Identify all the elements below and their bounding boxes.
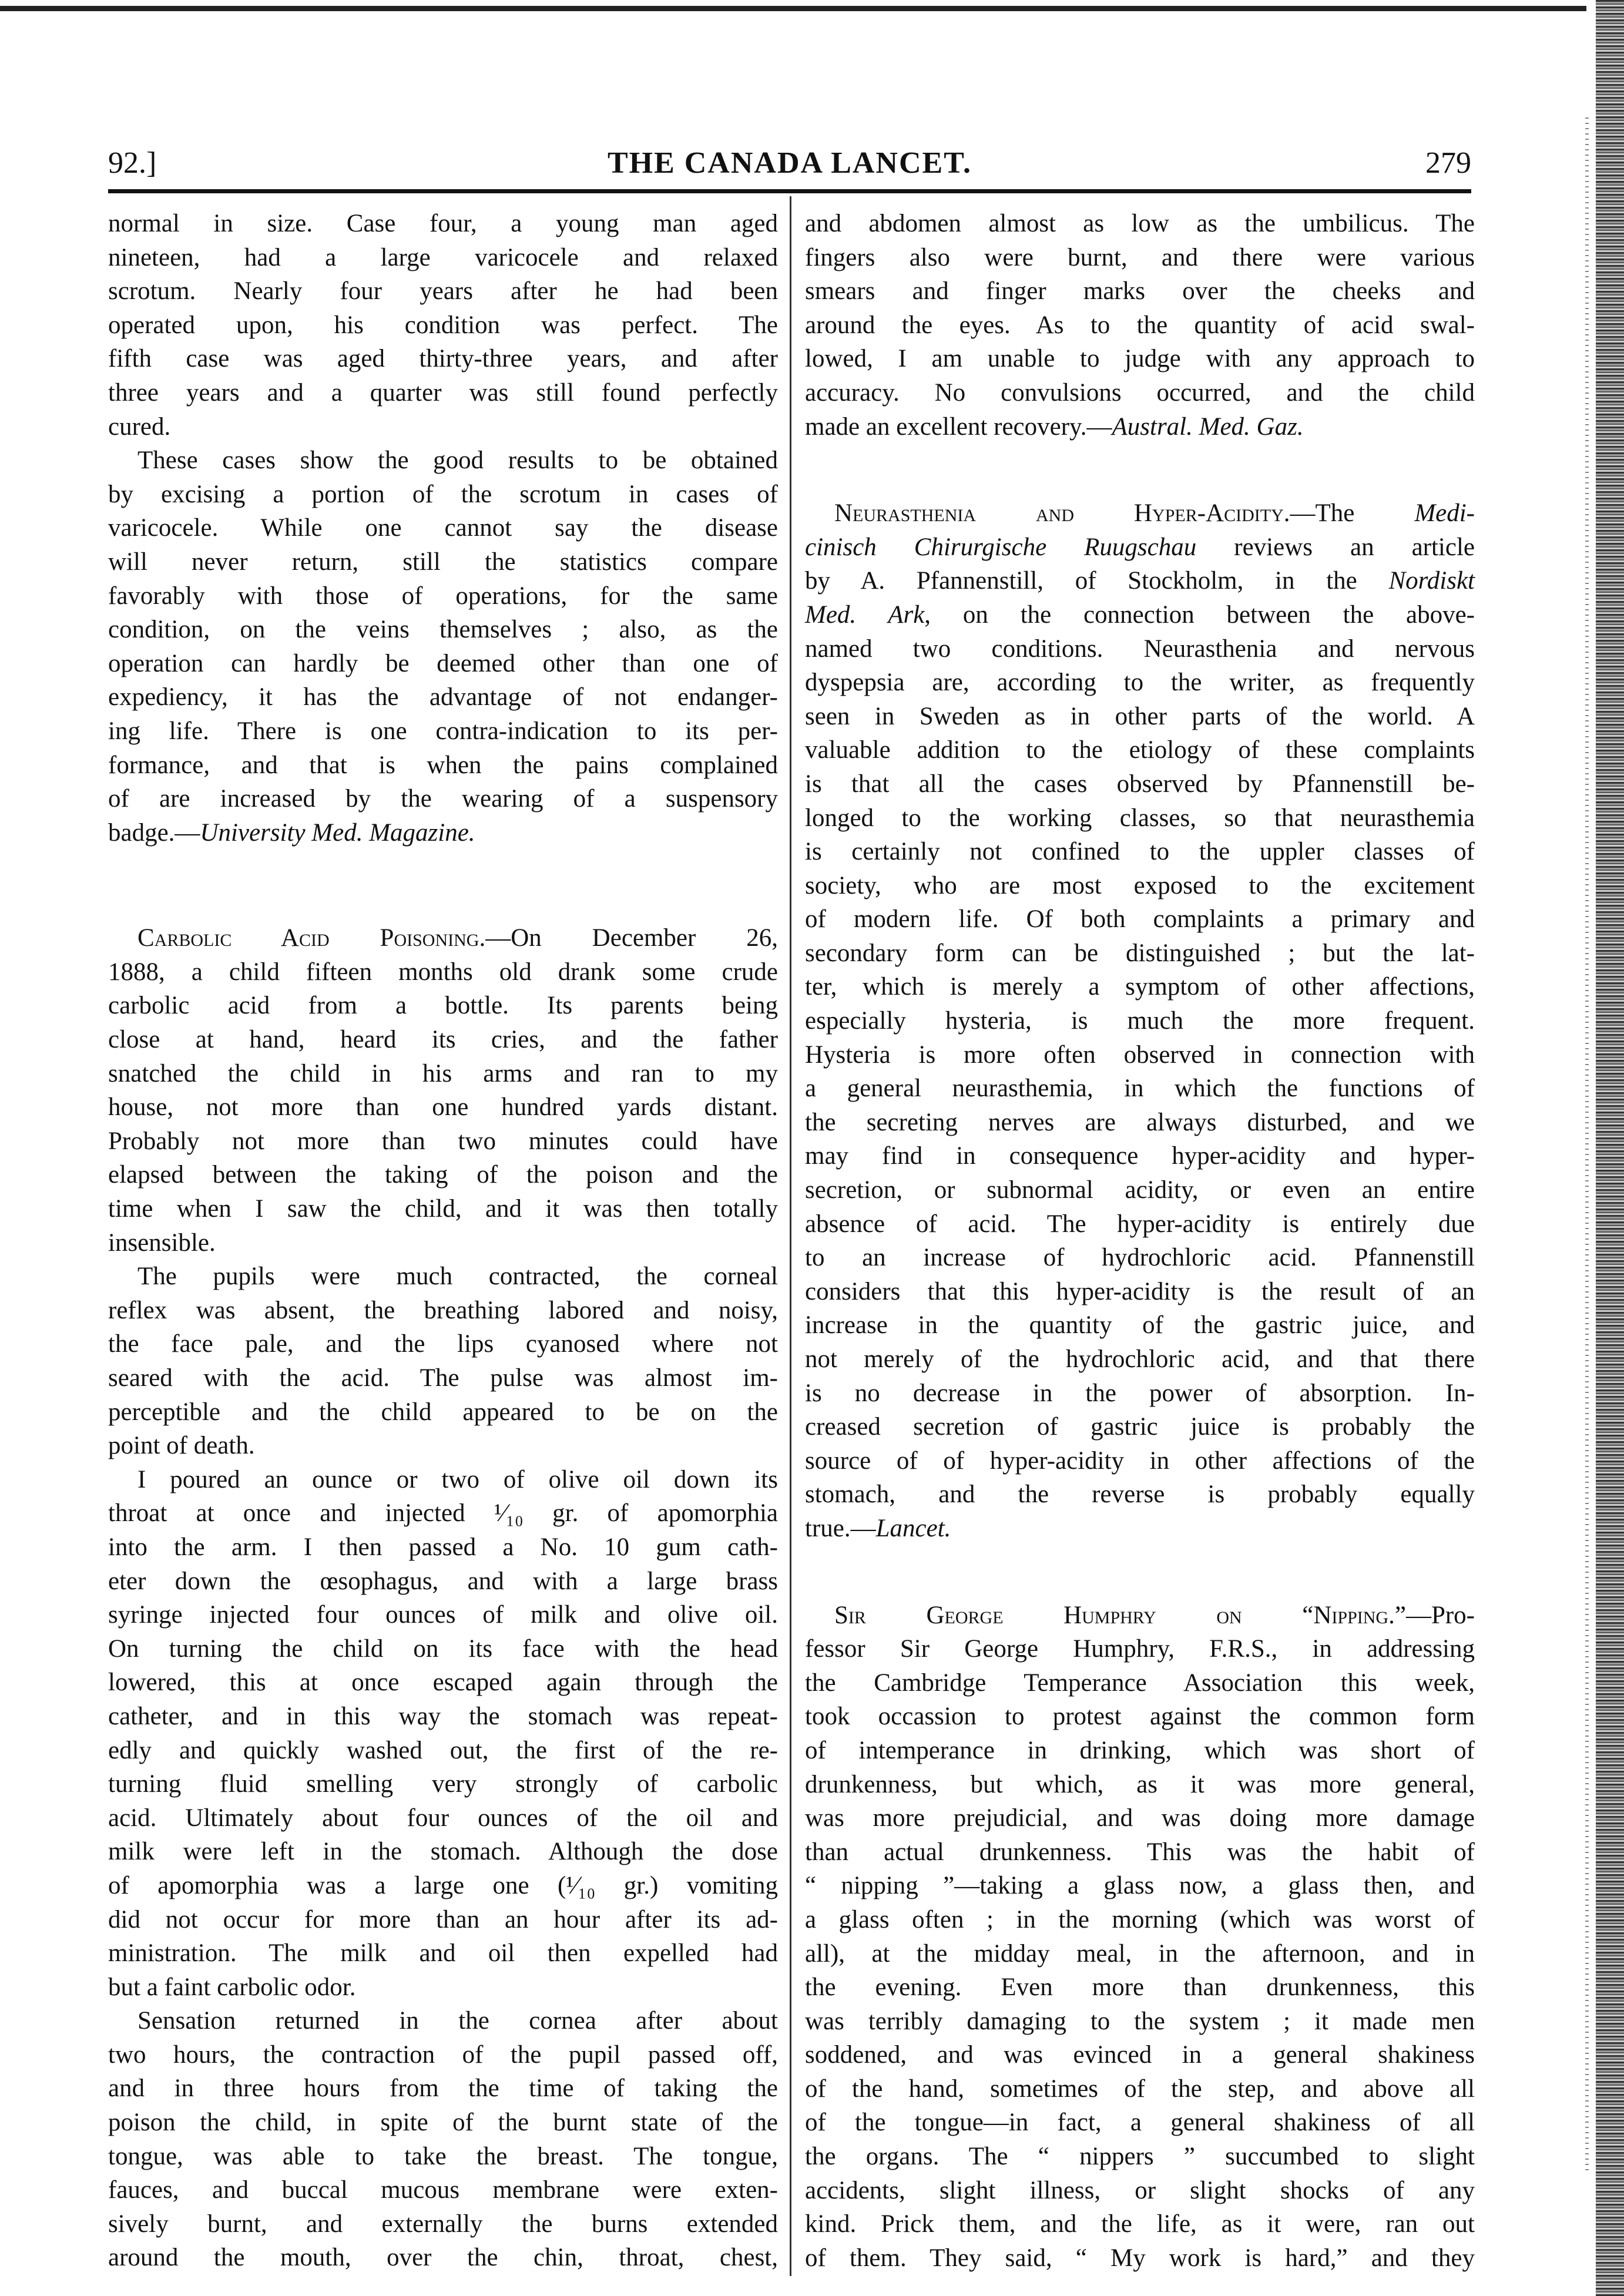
text-line: tongue, was able to take the breast. The tongue, bbox=[108, 2142, 778, 2170]
text-line: poison the child, in spite of the burnt state of the bbox=[108, 2109, 778, 2137]
text-segment: reviews an article bbox=[1196, 533, 1475, 561]
text-line: did not occur for more than an hour after its ad- bbox=[108, 1905, 778, 1934]
text-line: not merely of the hydrochloric acid, and that there bbox=[805, 1345, 1475, 1373]
text-line: will never return, still the statistics compare bbox=[108, 548, 778, 576]
header-rule bbox=[108, 189, 1471, 193]
text-line: considers that this hyper-acidity is the result of an bbox=[805, 1277, 1475, 1305]
italic-text: Med. Ark bbox=[805, 600, 925, 629]
text-line: milk were left in the stomach. Although the dose bbox=[108, 1838, 778, 1866]
text-segment: —Pro- bbox=[1405, 1601, 1475, 1629]
text-line: and in three hours from the time of taking the bbox=[108, 2075, 778, 2103]
text-line: a general neurasthemia, in which the functions of bbox=[805, 1075, 1475, 1103]
text-line: to an increase of hydrochloric acid. Pfannenstill bbox=[805, 1244, 1475, 1272]
text-line: dyspepsia are, according to the writer, as frequently bbox=[805, 669, 1475, 697]
text-line: of intemperance in drinking, which was short of bbox=[805, 1736, 1475, 1764]
article-heading: Carbolic Acid Poisoning. bbox=[137, 924, 486, 952]
text-line: took occassion to protest against the common form bbox=[805, 1703, 1475, 1731]
text-line: fingers also were burnt, and there were various bbox=[805, 243, 1475, 271]
text-line: the secreting nerves are always disturbed, and we bbox=[805, 1108, 1475, 1136]
text-line: point of death. bbox=[108, 1432, 255, 1460]
top-scan-edge bbox=[0, 6, 1586, 11]
paragraph bbox=[108, 444, 778, 850]
text-line: but a faint carbolic odor. bbox=[108, 1973, 356, 2001]
italic-text: Medi- bbox=[1414, 499, 1475, 528]
text-line bbox=[108, 921, 778, 955]
italic-text: Austral. Med. Gaz. bbox=[1112, 412, 1304, 441]
text-line: I poured an ounce or two of olive oil down its bbox=[137, 1465, 778, 1493]
text-line: especially hysteria, is much the more frequent. bbox=[805, 1007, 1475, 1035]
text-segment: made an excellent recovery.— bbox=[805, 412, 1112, 441]
text-line: Hysteria is more often observed in connection with bbox=[805, 1040, 1475, 1069]
text-line: normal in size. Case four, a young man aged bbox=[108, 210, 778, 237]
journal-title: THE CANADA LANCET. bbox=[607, 146, 972, 180]
text-line: absence of acid. The hyper-acidity is entirely due bbox=[805, 1210, 1475, 1238]
text-line: operation can hardly be deemed other than one of bbox=[108, 649, 778, 677]
article-section bbox=[108, 207, 778, 850]
text-line: drunkenness, but which, as it was more general, bbox=[805, 1770, 1475, 1798]
section-gap bbox=[108, 850, 778, 921]
text-line: the Cambridge Temperance Association this week, bbox=[805, 1669, 1475, 1697]
text-line: 1888, a child fifteen months old drank some crude bbox=[108, 958, 778, 986]
header-volume-number: 92.] bbox=[108, 146, 157, 180]
text-line: sively burnt, and externally the burns extended bbox=[108, 2210, 778, 2238]
paragraph bbox=[108, 207, 778, 444]
text-line: was more prejudicial, and was doing more damage bbox=[805, 1804, 1475, 1832]
text-line bbox=[805, 531, 1475, 565]
page-binding-edge bbox=[1596, 0, 1624, 2296]
text-segment: , on the connection between the above- bbox=[924, 600, 1475, 629]
text-line: insensible. bbox=[108, 1228, 216, 1257]
text-line: is certainly not confined to the uppler classes of bbox=[805, 838, 1475, 866]
text-line: of modern life. Of both complaints a primary and bbox=[805, 905, 1475, 934]
text-line: and abdomen almost as low as the umbilicus. The bbox=[805, 210, 1475, 237]
italic-text: Nordiskt bbox=[1388, 567, 1475, 595]
paragraph bbox=[805, 207, 1475, 444]
text-line: around the eyes. As to the quantity of acid swal- bbox=[805, 311, 1475, 339]
text-line: varicocele. While one cannot say the disease bbox=[108, 514, 778, 542]
text-line: elapsed between the taking of the poison and the bbox=[108, 1161, 778, 1189]
text-line: of are increased by the wearing of a suspensory bbox=[108, 785, 778, 813]
text-line: accidents, slight illness, or slight shocks of any bbox=[805, 2176, 1475, 2204]
text-line bbox=[805, 496, 1475, 531]
text-line: stomach, and the reverse is probably equally bbox=[805, 1481, 1475, 1509]
paragraph bbox=[108, 921, 778, 1260]
text-line: carbolic acid from a bottle. Its parents being bbox=[108, 992, 778, 1020]
text-line: reflex was absent, the breathing labored and noisy, bbox=[108, 1296, 778, 1324]
text-line: of the tongue—in fact, a general shakiness of all bbox=[805, 2109, 1475, 2137]
text-line: by excising a portion of the scrotum in cases of bbox=[108, 480, 778, 508]
text-line: expediency, it has the advantage of not endanger- bbox=[108, 683, 778, 711]
text-line: The pupils were much contracted, the corneal bbox=[137, 1263, 778, 1291]
text-line: “ nipping ”—taking a glass now, a glass then, and bbox=[805, 1872, 1475, 1900]
section-gap bbox=[805, 444, 1475, 496]
section-gap bbox=[805, 1546, 1475, 1599]
page-binding-shadow bbox=[1585, 118, 1589, 2174]
paragraph bbox=[108, 2004, 778, 2275]
text-line: fauces, and buccal mucous membrane were exten- bbox=[108, 2176, 778, 2204]
text-line: seen in Sweden as in other parts of the world. A bbox=[805, 702, 1475, 730]
text-line: the evening. Even more than drunkenness, this bbox=[805, 1973, 1475, 2002]
text-line: formance, and that is when the pains complained bbox=[108, 751, 778, 779]
text-line bbox=[805, 1512, 1475, 1546]
text-line: may find in consequence hyper-acidity and hyper- bbox=[805, 1142, 1475, 1170]
text-line: Probably not more than two minutes could have bbox=[108, 1127, 778, 1155]
article-heading: Neurasthenia and Hyper-Acidity. bbox=[834, 499, 1290, 528]
text-line: valuable addition to the etiology of these complaints bbox=[805, 736, 1475, 764]
paragraph bbox=[108, 1260, 778, 1463]
article-heading: Sir George Humphry on “Nipping.” bbox=[834, 1601, 1406, 1629]
text-line: is that all the cases observed by Pfannenstill be- bbox=[805, 770, 1475, 798]
paragraph bbox=[108, 1463, 778, 2005]
text-line: acid. Ultimately about four ounces of the oil and bbox=[108, 1804, 778, 1832]
text-segment: —The bbox=[1290, 499, 1415, 528]
text-line: perceptible and the child appeared to be on the bbox=[108, 1398, 778, 1426]
text-line: into the arm. I then passed a No. 10 gum cath- bbox=[108, 1533, 778, 1561]
text-line: catheter, and in this way the stomach was repeat- bbox=[108, 1702, 778, 1730]
text-line: close at hand, heard its cries, and the father bbox=[108, 1026, 778, 1054]
italic-text: cinisch Chirurgische Ruugschau bbox=[805, 533, 1197, 561]
article-section bbox=[805, 1599, 1475, 2275]
article-section bbox=[805, 496, 1475, 1545]
text-line: three years and a quarter was still found perfectly bbox=[108, 378, 778, 407]
text-line: seared with the acid. The pulse was almost im- bbox=[108, 1364, 778, 1392]
article-section bbox=[805, 207, 1475, 444]
text-line: condition, on the veins themselves ; also, as the bbox=[108, 616, 778, 644]
text-line: accuracy. No convulsions occurred, and the child bbox=[805, 378, 1475, 407]
text-line: ter, which is merely a symptom of other affections, bbox=[805, 973, 1475, 1001]
text-line: was terribly damaging to the system ; it made men bbox=[805, 2007, 1475, 2035]
text-line: of the hand, sometimes of the step, and above all bbox=[805, 2075, 1475, 2103]
text-line: named two conditions. Neurasthenia and nervous bbox=[805, 635, 1475, 663]
text-line: the face pale, and the lips cyanosed where not bbox=[108, 1330, 778, 1358]
text-line: favorably with those of operations, for the same bbox=[108, 582, 778, 610]
italic-text: Lancet. bbox=[875, 1514, 951, 1542]
text-line: around the mouth, over the chin, throat, chest, bbox=[108, 2244, 778, 2272]
text-line: eter down the œsophagus, and with a large brass bbox=[108, 1567, 778, 1595]
text-line: fifth case was aged thirty-three years, and after bbox=[108, 345, 778, 373]
text-line bbox=[108, 816, 778, 850]
text-segment: by A. Pfannenstill, of Stockholm, in the bbox=[805, 567, 1389, 595]
text-line: lowed, I am unable to judge with any approach to bbox=[805, 345, 1475, 373]
text-line: a glass often ; in the morning (which was worst of bbox=[805, 1905, 1475, 1934]
paragraph bbox=[805, 496, 1475, 1545]
text-line: throat at once and injected ¹⁄₁₀ gr. of apomorphia bbox=[108, 1499, 778, 1528]
text-line: ministration. The milk and oil then expelled had bbox=[108, 1939, 778, 1968]
text-line: secondary form can be distinguished ; but the lat- bbox=[805, 939, 1475, 967]
page-number: 279 bbox=[1425, 146, 1471, 180]
text-line: snatched the child in his arms and ran to my bbox=[108, 1059, 778, 1087]
italic-text: University Med. Magazine. bbox=[200, 818, 475, 847]
text-line: of them. They said, “ My work is hard,” and they bbox=[805, 2244, 1475, 2272]
text-line: Sensation returned in the cornea after about bbox=[137, 2007, 778, 2035]
text-line: turning fluid smelling very strongly of carbolic bbox=[108, 1770, 778, 1798]
text-line: society, who are most exposed to the excitement bbox=[805, 871, 1475, 899]
text-segment: true.— bbox=[805, 1514, 876, 1542]
text-line: kind. Prick them, and the life, as it were, ran out bbox=[805, 2210, 1475, 2238]
text-line: syringe injected four ounces of milk and olive oil. bbox=[108, 1601, 778, 1629]
text-line: two hours, the contraction of the pupil passed off, bbox=[108, 2040, 778, 2069]
text-line: fessor Sir George Humphry, F.R.S., in addressing bbox=[805, 1635, 1475, 1663]
right-column bbox=[805, 207, 1475, 2275]
text-line: nineteen, had a large varicocele and relaxed bbox=[108, 243, 778, 271]
article-section bbox=[108, 921, 778, 2275]
text-line: increase in the quantity of the gastric juice, and bbox=[805, 1311, 1475, 1340]
text-line: operated upon, his condition was perfect. The bbox=[108, 311, 778, 339]
text-line: ing life. There is one contra-indication to its per- bbox=[108, 717, 778, 745]
text-line: than actual drunkenness. This was the habit of bbox=[805, 1838, 1475, 1866]
text-line bbox=[805, 1599, 1475, 1633]
text-line: all), at the midday meal, in the afternoon, and in bbox=[805, 1939, 1475, 1968]
text-line: source of of hyper-acidity in other affections of the bbox=[805, 1446, 1475, 1475]
text-line: edly and quickly washed out, the first of the re- bbox=[108, 1736, 778, 1764]
text-line bbox=[805, 598, 1475, 632]
text-line: lowered, this at once escaped again through the bbox=[108, 1669, 778, 1697]
text-line: smears and finger marks over the cheeks and bbox=[805, 277, 1475, 306]
text-line bbox=[805, 564, 1475, 598]
text-line: longed to the working classes, so that neurasthemia bbox=[805, 804, 1475, 832]
text-segment: badge.— bbox=[108, 818, 200, 847]
paragraph bbox=[805, 1599, 1475, 2275]
text-line: cured. bbox=[108, 412, 171, 441]
left-column bbox=[108, 207, 778, 2275]
text-line: is no decrease in the power of absorption. In- bbox=[805, 1379, 1475, 1407]
text-line: secretion, or subnormal acidity, or even an entire bbox=[805, 1176, 1475, 1204]
text-line: scrotum. Nearly four years after he had been bbox=[108, 277, 778, 306]
text-line bbox=[805, 410, 1475, 444]
text-line: the organs. The “ nippers ” succumbed to slight bbox=[805, 2143, 1475, 2171]
column-divider bbox=[790, 196, 791, 2276]
text-line: of apomorphia was a large one (¹⁄₁₀ gr.) vomiting bbox=[108, 1871, 778, 1899]
running-header bbox=[108, 146, 1471, 187]
text-line: creased secretion of gastric juice is probably the bbox=[805, 1413, 1475, 1441]
text-line: time when I saw the child, and it was then totally bbox=[108, 1195, 778, 1223]
text-segment: —On December 26, bbox=[485, 924, 779, 952]
text-line: house, not more than one hundred yards distant. bbox=[108, 1093, 778, 1122]
text-line: soddened, and was evinced in a general shakiness bbox=[805, 2041, 1475, 2069]
text-line: On turning the child on its face with the head bbox=[108, 1634, 778, 1663]
text-line: These cases show the good results to be obtained bbox=[137, 447, 778, 475]
